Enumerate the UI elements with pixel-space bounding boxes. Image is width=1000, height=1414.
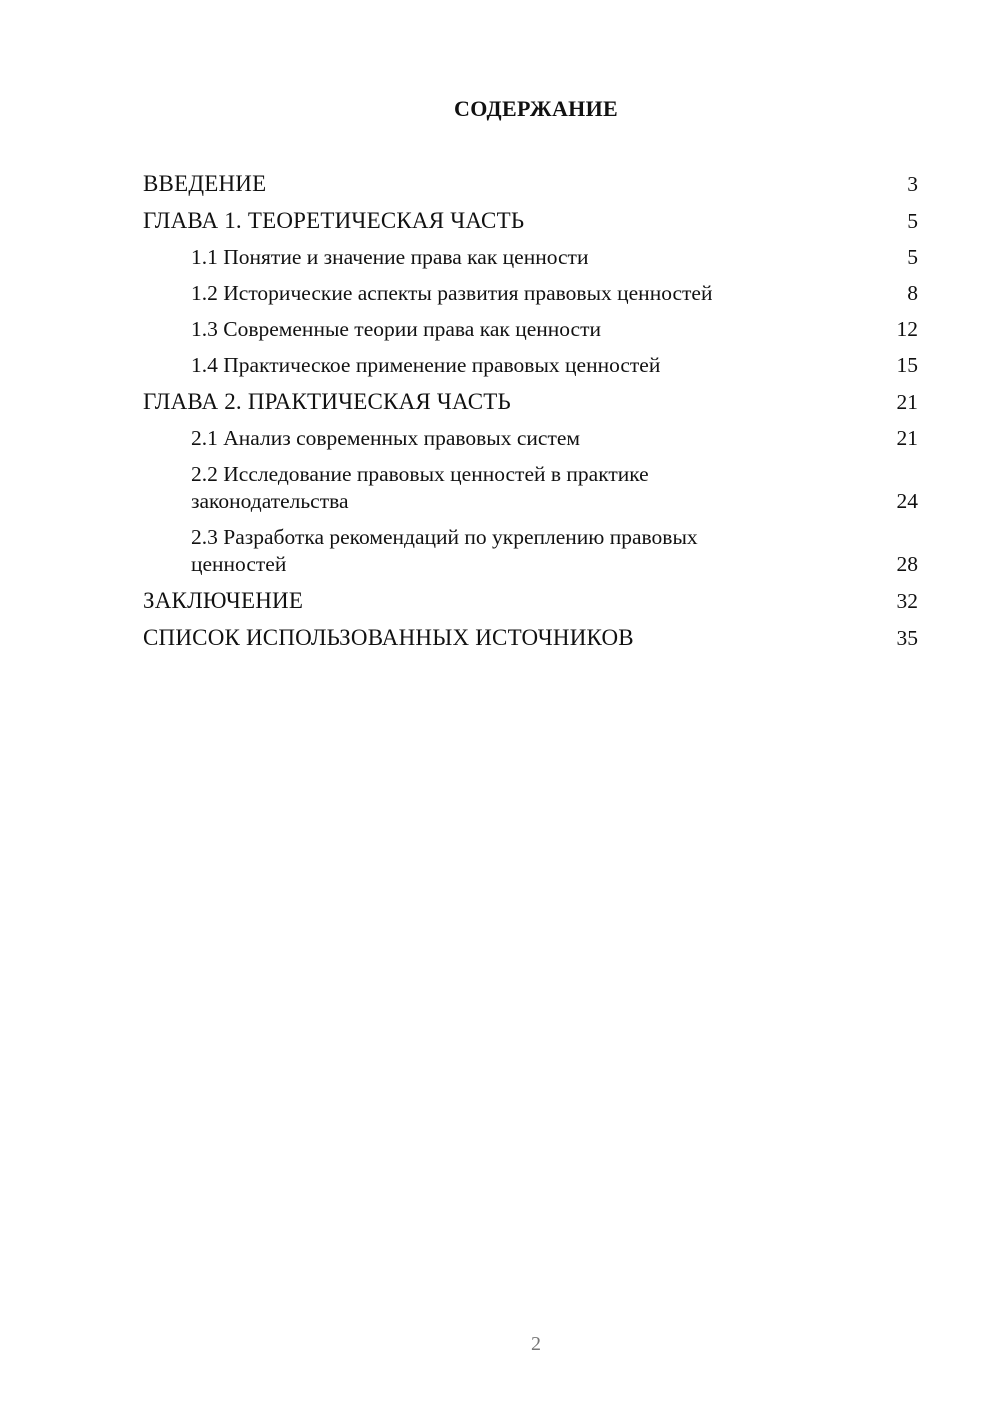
toc-entry-label: 1.1 Понятие и значение права как ценности <box>191 245 589 269</box>
toc-entry-chapter-2[interactable] <box>143 388 918 416</box>
toc-entry-label: СПИСОК ИСПОЛЬЗОВАННЫХ ИСТОЧНИКОВ <box>143 625 634 650</box>
toc-entry-label: 1.4 Практическое применение правовых ценностей <box>191 353 661 377</box>
toc-entry-label: 2.1 Анализ современных правовых систем <box>191 426 580 450</box>
page-title: СОДЕРЖАНИЕ <box>454 96 618 121</box>
toc-entry-page: 32 <box>896 589 918 613</box>
table-of-contents <box>143 170 918 661</box>
toc-entry-section-2-1[interactable] <box>143 425 918 452</box>
toc-entry-page: 21 <box>896 390 918 414</box>
toc-entry-label: ГЛАВА 1. ТЕОРЕТИЧЕСКАЯ ЧАСТЬ <box>143 208 525 233</box>
toc-entry-label: 2.3 Разработка рекомендаций по укреплению правовых ценностей <box>191 525 698 576</box>
toc-entry-section-1-3[interactable] <box>143 316 918 343</box>
toc-entry-page: 15 <box>896 353 918 377</box>
toc-entry-chapter-1[interactable] <box>143 207 918 235</box>
toc-entry-conclusion[interactable] <box>143 587 918 615</box>
toc-entry-label: 1.3 Современные теории права как ценности <box>191 317 601 341</box>
toc-entry-page: 21 <box>896 426 918 450</box>
toc-entry-references[interactable] <box>143 624 918 652</box>
toc-entry-page: 35 <box>896 626 918 650</box>
toc-entry-section-2-3[interactable] <box>143 524 918 578</box>
toc-entry-label: 2.2 Исследование правовых ценностей в практике законодательства <box>191 462 649 513</box>
toc-entry-page: 24 <box>896 489 918 513</box>
toc-entry-page: 12 <box>896 317 918 341</box>
toc-entry-label: ЗАКЛЮЧЕНИЕ <box>143 588 304 613</box>
toc-entry-section-2-2[interactable] <box>143 461 918 515</box>
toc-entry-page: 8 <box>907 281 918 305</box>
toc-entry-page: 3 <box>907 172 918 196</box>
page-number: 2 <box>531 1333 541 1355</box>
toc-entry-label: ВВЕДЕНИЕ <box>143 171 267 196</box>
toc-entry-page: 5 <box>907 209 918 233</box>
toc-entry-page: 5 <box>907 245 918 269</box>
toc-entry-section-1-4[interactable] <box>143 352 918 379</box>
toc-entry-label: 1.2 Исторические аспекты развития правовых ценностей <box>191 281 713 305</box>
toc-entry-label: ГЛАВА 2. ПРАКТИЧЕСКАЯ ЧАСТЬ <box>143 389 511 414</box>
toc-entry-introduction[interactable] <box>143 170 918 198</box>
toc-entry-page: 28 <box>896 552 918 576</box>
toc-entry-section-1-1[interactable] <box>143 244 918 271</box>
toc-entry-section-1-2[interactable] <box>143 280 918 307</box>
